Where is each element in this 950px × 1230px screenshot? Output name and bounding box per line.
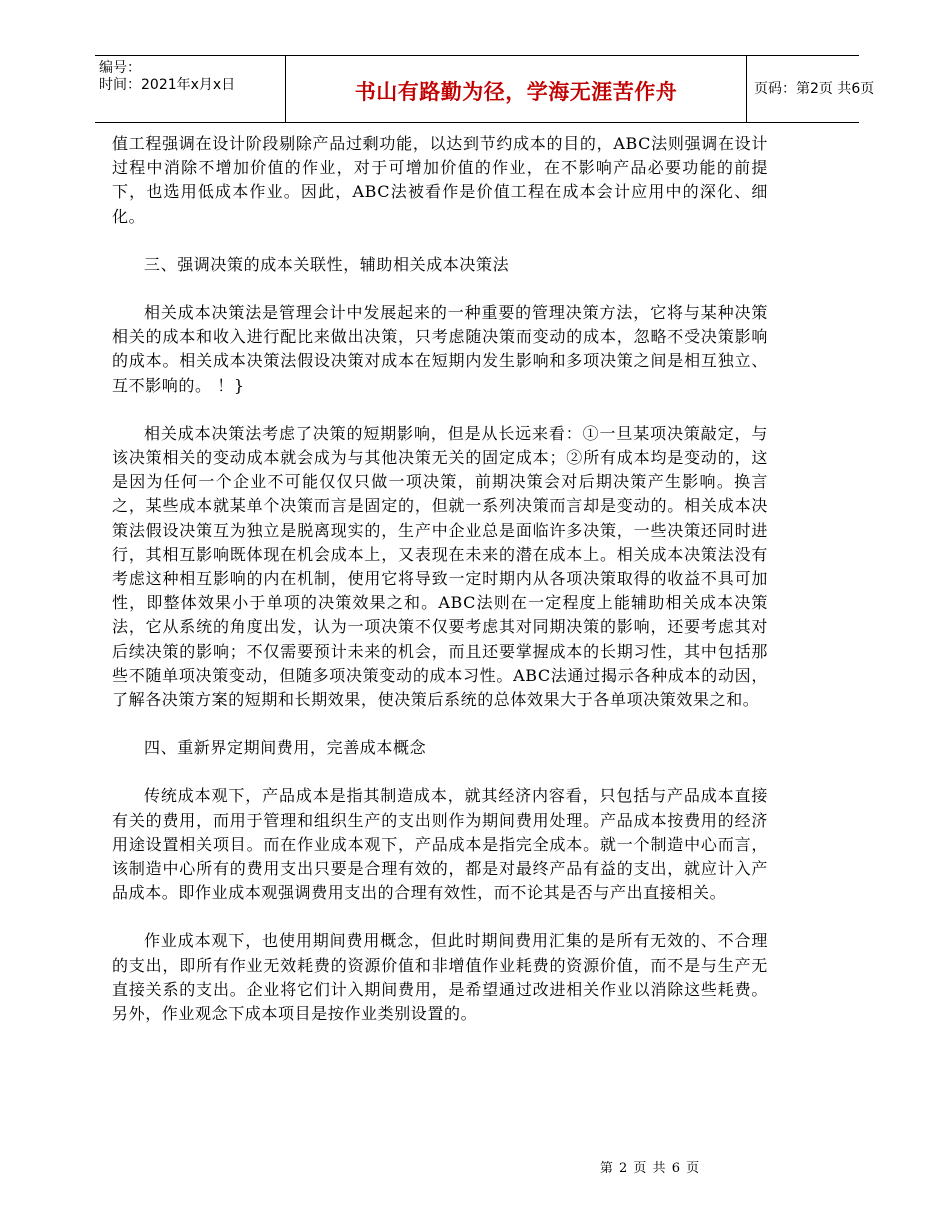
header-page-number: 页码：第2页 共6页 — [754, 81, 875, 97]
header-page-cell — [746, 56, 875, 122]
header-motto: 书山有路勤为径，学海无涯苦作舟 — [354, 80, 678, 104]
document-body — [112, 132, 768, 1026]
page-footer: 第 2 页 共 6 页 — [599, 1161, 701, 1176]
header-meta-cell — [95, 56, 285, 122]
body-paragraph: 值工程强调在设计阶段剔除产品过剩功能，以达到节约成本的目的，ABC法则强调在设计过程中消除不增加价值的作业，对于可增加价值的作业，在不影响产品必要功能的前提下，也选用低成本作业。因此，ABC法被看作是价值工程在成本会计应用中的深化、细化。 — [112, 134, 768, 226]
document-number-label: 编号： — [99, 60, 141, 76]
section-heading: 三、强调决策的成本关联性，辅助相关成本决策法 — [144, 254, 510, 274]
header-motto-cell — [285, 56, 747, 122]
body-paragraph: 相关成本决策法考虑了决策的短期影响，但是从长远来看：①一旦某项决策敲定，与该决策相关的变动成本就会成为与其他决策无关的固定成本；②所有成本均是变动的，这是因为任何一个企业不可能仅仅只做一项决策，前期决策会对后期决策产生影响。换言之，某些成本就某单个决策而言是固定的，但就一系列决策而言却是变动的。相关成本决策法假设决策互为独立是脱离现实的，生产中企业总是面临许多决策，一些决策还同时进行，其相互影响既体现在机会成本上，又表现在未来的潜在成本上。相关成本决策法没有考虑这种相互影响的内在机制，使用它将导致一定时期内从各项决策取得的收益不具可加性，即整体效果小于单项的决策效果之和。ABC法则在一定程度上能辅助相关成本决策法，它从系统的角度出发，认为一项决策不仅要考虑其对同期决策的影响，还要考虑其对后续决策的影响；不仅需要预计未来的机会，而且还要掌握成本的长期习性，其中包括那些不随单项决策变动，但随多项决策变动的成本习性。ABC法通过揭示各种成本的动因，了解各决策方案的短期和长期效果，使决策后系统的总体效果大于各单项决策效果之和。 — [112, 423, 768, 710]
body-paragraph: 相关成本决策法是管理会计中发展起来的一种重要的管理决策方法，它将与某种决策相关的成本和收入进行配比来做出决策，只考虑随决策而变动的成本，忽略不受决策影响的成本。相关成本决策法假设决策对成本在短期内发生影响和多项决策之间是相互独立、互不影响的。 ！} — [112, 303, 768, 395]
page-header — [95, 55, 875, 123]
section-heading: 四、重新界定期间费用，完善成本概念 — [144, 738, 427, 758]
document-time-label: 时间：2021年x月x日 — [99, 77, 236, 93]
body-paragraph: 传统成本观下，产品成本是指其制造成本，就其经济内容看，只包括与产品成本直接有关的费用，而用于管理和组织生产的支出则作为期间费用处理。产品成本按费用的经济用途设置相关项目。而在作业成本观下，产品成本是指完全成本。就一个制造中心而言，该制造中心所有的费用支出只要是合理有效的，都是对最终产品有益的支出，就应计入产品成本。即作业成本观强调费用支出的合理有效性，而不论其是否与产出直接相关。 — [112, 786, 768, 903]
body-paragraph: 作业成本观下，也使用期间费用概念，但此时期间费用汇集的是所有无效的、不合理的支出，即所有作业无效耗费的资源价值和非增值作业耗费的资源价值，而不是与生产无直接关系的支出。企业将它们计入期间费用，是希望通过改进相关作业以消除这些耗费。另外，作业观念下成本项目是按作业类别设置的。 — [112, 931, 768, 1024]
